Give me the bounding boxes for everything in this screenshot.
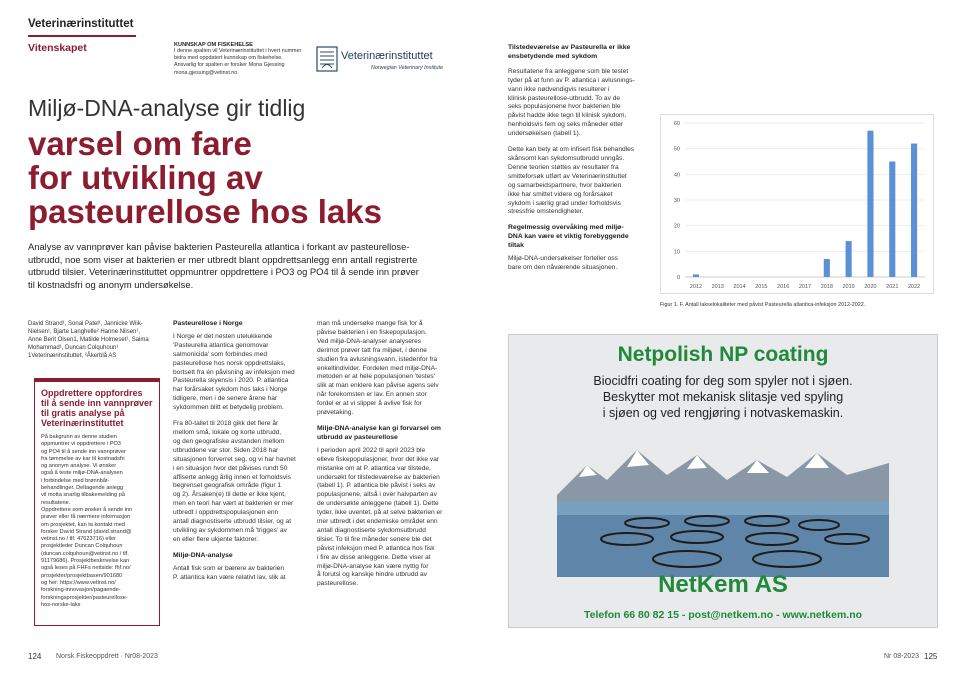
x-tick-label: 2021 <box>886 284 899 290</box>
text-line: skånsomt kan sykdomsutbrudd unngås. <box>508 154 625 162</box>
text-line: Ved miljø-DNA-analyser analyseres <box>317 337 422 345</box>
x-tick-label: 2019 <box>842 284 855 290</box>
right-heading2-line: tiltak <box>508 242 524 250</box>
y-tick-label: 60 <box>673 121 680 127</box>
x-tick-label: 2012 <box>689 284 703 290</box>
box-text-line: På bakgrunn av denne studien <box>41 434 117 440</box>
text-line: antall diagnostiserte utbrudd tilsier, og at <box>173 518 292 526</box>
text-line: mistanke om at P. atlantica var tilstede, <box>317 464 431 472</box>
text-line: elleve fiskepopulasjoner, hvor det ikke var <box>317 455 440 463</box>
column-header-line: mona.gjessing@vetinst.no <box>174 69 238 76</box>
box-text-line: 91179686). Prosjektbeskrivelse kan <box>41 558 130 565</box>
text-line: fordel er at vi slipper å avlive fisk for <box>317 400 422 408</box>
text-line: og den geografiske avstanden mellom <box>173 437 285 445</box>
box-text-line: og PO4 til å sende inn vannprøver <box>41 448 126 455</box>
text-line: salmonicida' som forbindes med <box>173 350 267 358</box>
y-tick-label: 40 <box>673 172 680 179</box>
text-line: men en teori har vært at bakterien er mer <box>173 500 294 508</box>
text-line: og samarbeidspartnere, hvor bakterien <box>508 181 622 189</box>
text-line: tilsier. To til fire måneder senere ble det <box>317 535 432 543</box>
figure-caption: Figur 1. F. Antall lakselokaliteter med påvist Pasteurella atlantica-infeksjon 2012-2022. <box>660 302 866 308</box>
right-paragraph <box>508 146 648 217</box>
col3-heading-line: Miljø-DNA-analyse kan gi forvarsel om <box>317 424 441 432</box>
column-3 <box>317 320 457 589</box>
x-tick-label: 2018 <box>820 284 833 290</box>
text-line: sykdommen blitt et betydelig problem. <box>173 404 284 412</box>
text-line: undersøkt for tilstedeværelse av bakterien <box>317 473 440 481</box>
box-text-line: (duncan.colquhoun@vetinst.no / tlf. <box>41 550 129 557</box>
text-line: vann ikke nødvendigvis resulterer i <box>508 85 610 93</box>
text-line: i en situasjon hvor det påvises rundt 50 <box>173 464 288 472</box>
ad-contact[interactable]: Telefon 66 80 82 15 - post@netkem.no - www.netkem.no <box>583 609 863 621</box>
bar-chart <box>661 115 933 293</box>
right-heading-line: ensbetydende med sykdom <box>508 52 598 60</box>
box-text-line: prosjekter/prosjektbasen/901680 <box>41 572 123 579</box>
text-line: tyder på at funn av P. atlantica i avlusnings- <box>508 76 635 84</box>
bar <box>889 162 895 278</box>
authors <box>28 320 164 360</box>
right-heading <box>508 44 648 62</box>
box-text-line: forskning-innovasjon/pagaende- <box>41 587 121 594</box>
text-line: begrenset geografisk område (figur 1 <box>173 482 282 490</box>
ad-text <box>509 373 937 421</box>
bar <box>693 274 699 277</box>
x-tick-label: 2020 <box>864 284 877 290</box>
text-line: I Norge er det nesten utelukkende <box>173 332 273 340</box>
text-line: de undersøkte anleggene (tabell 1). Dette <box>317 500 439 508</box>
text-line: slik at man enklere kan påvise agens selv <box>317 382 439 390</box>
text-line: utbruddene var stor. Siden 2018 har <box>173 446 279 454</box>
box-text-line: hos-norske-laks <box>41 601 81 608</box>
y-tick-label: 20 <box>673 223 680 230</box>
text-line: mellom små, lokale og korte utbrudd, <box>173 428 282 436</box>
text-line: metoden er at hele populasjonen 'testes' <box>317 373 435 381</box>
box-title-line: Oppdrettere oppfordres <box>41 388 143 398</box>
y-tick-label: 50 <box>673 146 680 153</box>
x-tick-label: 2014 <box>733 284 746 290</box>
text-line: pasteurellose hos norsk oppdrettslaks, <box>173 359 286 367</box>
text-line: 'Pasteurella atlantica genomovar <box>173 341 269 349</box>
col3-paragraph <box>317 447 457 590</box>
text-line: affiserte anlegg årlig innen et forholdsvis <box>173 473 291 481</box>
bar <box>824 259 830 277</box>
text-line: bortsett fra én påvisning av infeksjon med <box>173 368 295 376</box>
advertisement[interactable] <box>508 334 938 628</box>
text-line: i fire av disse anleggene. Dette viser at <box>317 553 431 561</box>
text-line: når forekomsten er lav. En annen stor <box>317 391 427 399</box>
text-line: har forårsaket sykdom hos laks i Norge <box>173 386 288 394</box>
text-line: og 2). Årsaken(e) til dette er ikke kjent, <box>173 491 286 499</box>
text-line: miljø-DNA-analyse kan være nyttig for <box>317 562 429 570</box>
col2-heading2: Miljø-DNA-analyse <box>173 551 233 559</box>
right-heading2-line: Regelmessig overvåking med miljø- <box>508 224 624 232</box>
box-text <box>41 434 153 609</box>
footer-page-number: 125 <box>924 652 938 661</box>
headline-line1: Miljø-DNA-analyse gir tidlig <box>28 95 306 121</box>
text-line: tyder, ikke uventet, på at selve bakterien er <box>317 509 443 517</box>
figure-chart <box>660 114 934 294</box>
bar <box>867 131 873 277</box>
author-line: Mohammad¹, Duncan Colquhoun¹ <box>28 345 119 351</box>
ad-line: Beskytter mot mekanisk slitasje ved spyling <box>602 390 844 404</box>
box-text-line: også å teste miljø-DNA-analysen <box>41 470 123 477</box>
text-line: en eller flere ukjente faktorer. <box>173 535 259 543</box>
y-tick-label: 10 <box>673 249 680 256</box>
footer-page-number: 124 <box>28 652 42 661</box>
column-2 <box>173 320 307 582</box>
col2-paragraph <box>173 420 307 545</box>
x-tick-label: 2016 <box>777 284 790 290</box>
text-line: P. atlantica kan være relativt lav, slik at <box>173 573 286 581</box>
box-text-line: fra tømmelse av kar til kostnadsfri <box>41 455 125 462</box>
text-line: populasjonene, altså i over halvparten av <box>317 491 437 499</box>
author-line: David Strand¹, Sonal Patel¹, Jannicke Wiik- <box>28 321 143 327</box>
text-line: tidligere, men i de senere årene har <box>173 395 278 403</box>
box-text-line: vetinst.no / tlf. 47623716) eller <box>41 536 116 543</box>
logo-tagline: Norwegian Veterinary Institute <box>371 65 444 71</box>
subsection-title: Vitenskapet <box>28 42 87 54</box>
x-tick-label: 2015 <box>755 284 768 290</box>
box-text-line: vil motta snarlig tilbakemelding på <box>41 492 125 499</box>
text-line: situasjonen forverret seg, og vi har havnet <box>173 455 296 463</box>
box-text-line: oppmuntrer vi oppdrettere i PO3 <box>41 441 121 448</box>
text-line: I perioden april 2022 til april 2023 ble <box>317 446 426 454</box>
text-line: Antall fisk som er bærere av bakterien <box>173 564 285 572</box>
footer-publication: Nr 08-2023 <box>884 653 920 660</box>
col2-heading: Pasteurellose i Norge <box>173 320 243 327</box>
box-text-line: prøver eller få nærmere informasjon <box>41 514 131 521</box>
text-line: pasteurellose. <box>317 580 359 588</box>
author-line: Nielsen¹, Bjarte Langhelle² Hanne Nilsen¹, <box>28 329 141 335</box>
text-line: sykdom i særlig grad under forholdsvis <box>508 199 621 207</box>
ad-line: i sjøen og ved rengjøring i notvaskemaskin. <box>602 406 844 420</box>
text-line: Denne teorien støttes av resultater fra <box>508 163 619 171</box>
right-heading-line: Tilstedeværelse av Pasteurella er ikke <box>508 44 631 51</box>
text-line: klinisk pasteurellose-utbrudd. To av de <box>508 94 621 102</box>
text-line: prøvetaking. <box>317 409 354 417</box>
text-line: enkeltindivider. Fordelen med miljø-DNA- <box>317 364 438 372</box>
institute-logo <box>316 44 456 80</box>
text-line: Pasteurella skyensis i 2020. P. atlantica <box>173 377 289 385</box>
col3-heading-line: utbrudd av pasteurellose <box>317 433 398 441</box>
text-line: å forutsi og kanskje hindre utbrudd av <box>317 571 427 579</box>
text-line: påvise bakterien i en fiskepopulasjon. <box>317 328 427 336</box>
institute-emblem-icon <box>316 46 338 72</box>
text-line: mer utbredt i det endemiske området enn <box>317 518 438 526</box>
footer-publication: Norsk Fiskeoppdrett · Nr08-2023 <box>56 653 158 660</box>
ad-title: Netpolish NP coating <box>617 343 829 366</box>
text-line: påvist hadde ikke tegn til klinisk sykdom, <box>508 112 627 120</box>
author-line: 1Veterinærinstituttet, ²Åkerblå AS <box>28 353 117 359</box>
x-tick-label: 2017 <box>798 284 812 290</box>
text-line: undersøkelsen (tabell 1). <box>508 130 581 138</box>
right-heading2 <box>508 224 648 251</box>
headline-line3: for utvikling av <box>28 159 263 196</box>
text-line: stressfrie omstendigheter. <box>508 208 584 216</box>
column-header <box>174 42 314 77</box>
text-line: Resultatene fra anleggene som ble testet <box>508 67 629 75</box>
box-text-line: Oppdrettere som ønsker å sende inn <box>41 506 133 513</box>
author-line: Anne Berit Olsen1, Matilde Holmeset¹, Saima <box>28 337 149 343</box>
box-title-line: til å sende inn vannprøver <box>41 398 153 408</box>
info-box <box>34 378 160 626</box>
x-tick-label: 2022 <box>907 284 921 290</box>
section-rule <box>28 35 136 37</box>
intro-line: utbrudd tilsier. Veterinærinstituttet oppmuntrer oppdrettere i PO3 og PO4 til å sende inn prøver <box>28 266 419 278</box>
text-line: Fra 80-tallet til 2018 gikk det flere år <box>173 420 279 428</box>
right-paragraph <box>508 255 648 273</box>
text-line: Miljø-DNA-undersøkelser forteller oss <box>508 255 618 263</box>
headline-line2: varsel om fare <box>28 125 252 162</box>
box-text-line: også leses på FHFs nettside: fhf.no/ <box>41 565 131 572</box>
box-text-line: forsker David Strand (david.strand@ <box>41 528 132 535</box>
text-line: påvist infeksjon med P. atlantica hos fisk <box>317 544 435 552</box>
logo-name: Veterinærinstituttet <box>341 50 433 62</box>
col2-paragraph <box>173 565 307 583</box>
ad-line: Biocidfri coating for deg som spyler not i sjøen. <box>593 374 853 388</box>
text-line: ikke har smittet videre og forårsaket <box>508 190 613 198</box>
box-text-line: resultatene. <box>41 499 71 506</box>
text-line: henholdsvis fem og seks måneder etter <box>508 121 624 129</box>
text-line: (tabell 1). P. atlantica ble påvist i seks av <box>317 482 436 490</box>
text-line: man må undersøke mange fisk for å <box>317 320 423 327</box>
col3-heading <box>317 425 457 443</box>
box-text-line: i forbindelse med brønnbåt- <box>41 477 110 484</box>
column-header-line: I denne spalten vil Veterinærinstituttet i hvert nummer <box>174 48 302 54</box>
y-tick-label: 30 <box>673 198 680 204</box>
box-text-line: og anonym analyse. Vi ønsker <box>41 463 117 470</box>
text-line: seks populasjonene hvor bakterien ble <box>508 103 621 111</box>
text-line: antall diagnostiserte sykdomsutbrudd <box>317 526 426 534</box>
y-tick-label: 0 <box>676 275 680 281</box>
column-header-line: bidra med oppdatert kunnskap om fiskehelse. <box>174 55 283 62</box>
intro-line: utbrudd, noe som viser at bakterien er mer utbredt blant oppdrettsanlegg enn antall registrerte <box>28 253 418 265</box>
box-text-line: og her: https://www.vetinst.no/ <box>41 579 116 586</box>
section-title: Veterinærinstituttet <box>28 18 134 30</box>
box-title-line: til gratis analyse på <box>41 408 125 418</box>
column-header-title: KUNNSKAP OM FISKEHELSE <box>174 42 253 48</box>
ad-brand: NetKem AS <box>658 571 788 598</box>
column-header-line: Ansvarlig for spalten er forsker Mona Gjessing <box>174 62 285 69</box>
text-line: studien fra avlusningsvann, istedenfor fra <box>317 355 438 363</box>
intro-line: til kostnadsfri og anonym undersøkelse. <box>28 278 194 290</box>
bar <box>846 241 852 277</box>
col2-paragraph <box>173 333 307 413</box>
text-line: utbredt i oppdrettspopulasjonen enn <box>173 509 279 517</box>
bar <box>911 144 917 277</box>
headline-line4: pasteurellose hos laks <box>28 193 382 230</box>
right-heading2-line: DNA kan være et viktig forebyggende <box>508 233 629 241</box>
box-title-line: Veterinærinstituttet <box>41 418 124 428</box>
text-line: Dette kan bety at om infisert fisk behandles <box>508 146 635 154</box>
text-line: derimot prøver tatt fra miljøet, i denne <box>317 346 427 354</box>
right-paragraph <box>508 68 648 139</box>
intro-line: Analyse av vannprøver kan påvise bakterien Pasteurella atlantica i forkant av pasteurellose- <box>28 241 410 252</box>
box-text-line: prosjektleder Duncan Colquhoun <box>41 543 123 550</box>
fish-farm-illustration-icon <box>557 435 889 577</box>
col3-paragraph <box>317 320 457 418</box>
box-text-line: behandlinger. Deltagende anlegg <box>41 485 124 492</box>
text-line: utvikling av sykdommen må 'trigges' av <box>173 526 287 534</box>
intro-paragraph <box>28 241 458 291</box>
text-line: smitteforsøk utført av Veterinærinstituttet <box>508 172 627 180</box>
box-text-line: forskningsprosjekter/pasteurellose- <box>41 594 128 601</box>
x-tick-label: 2013 <box>711 284 724 290</box>
text-line: bare om den nåværende situasjonen. <box>508 263 618 271</box>
right-page <box>480 0 960 682</box>
box-text-line: om prosjektet, kan ta kontakt med <box>41 521 125 528</box>
right-column <box>508 44 648 273</box>
